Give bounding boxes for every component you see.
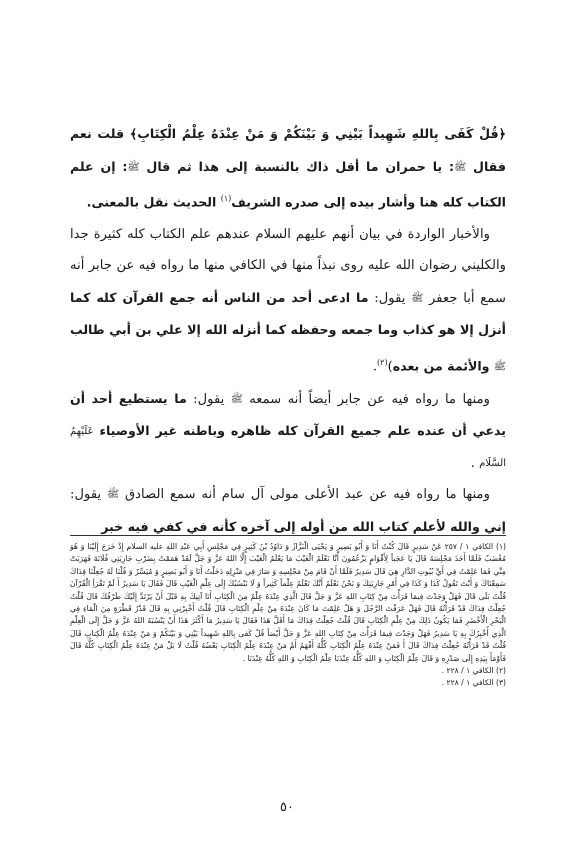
quote: ما يستطيع أحد أن يدعي أن عنده علم جميع القرآن كله ظاهره وباطنه غير الأوصياء <box>70 390 506 439</box>
honorific: ﷺ <box>493 361 506 373</box>
text: والأخبار الواردة في بيان أنهم عليهم السلام عندهم علم الكتاب كله كثيرة جدا والكليني رضوان الله عليه روى نبذاً منها في الكافي منها ما رواه فيه عن جابر أنه سمع أبا جعفر <box>70 226 506 306</box>
paragraph-1 <box>70 118 506 219</box>
honorific: ﷺ <box>230 393 243 405</box>
text: ومنها ما رواه فيه عن عبد الأعلى مولى آل سام أنه سمع الصادق <box>119 487 490 503</box>
page-number: ٥٠ <box>280 800 294 815</box>
honorific: عَلَيْهِمُ السَّلَام <box>70 426 506 469</box>
honorific: ﷺ <box>411 292 424 304</box>
footnote-3: (٣) الكافي ١ / ٢٢٨ . <box>441 678 506 688</box>
footnote-separator <box>70 535 506 536</box>
text: . <box>470 455 480 471</box>
text: يقول: <box>368 290 412 306</box>
paragraph-2 <box>70 219 506 383</box>
text: يقول: <box>186 391 231 407</box>
main-text <box>70 118 506 543</box>
text: ) <box>387 359 393 375</box>
text: يقول: <box>70 487 108 503</box>
footnotes <box>70 541 506 690</box>
text: : إن علم الكتاب كله هنا وأشار بيده إلى صدره الشريف <box>70 158 506 210</box>
footnote-ref: (١) <box>220 194 232 203</box>
text: قلت نعم فقال <box>70 126 506 174</box>
paragraph-3 <box>70 383 506 480</box>
text: : يا حمران ما أقل ذاك بالنسبة إلى هذا ثم قال <box>139 158 455 174</box>
text: الحديث نقل بالمعنى. <box>86 194 221 210</box>
quote: ما ادعى أحد من الناس أنه جمع القرآن كله كما أنزل إلا هو كذاب وما جمعه وحفظه كما أنزله الله إلا علي بن أبي طالب <box>70 289 506 338</box>
honorific: ﷺ <box>454 161 467 173</box>
quote: إني والله لأعلم كتاب الله من أوله إلى آخره كأنه في كفي فيه خبر <box>101 518 506 534</box>
honorific: ﷺ <box>127 161 140 173</box>
footnote-1: (١) الكافي ١ / ٢٥٧ عَنْ سَدِيرٍ قَالَ كُنْتُ أَنَا وَ أَبُو بَصِيرٍ وَ يَحْيَى الْبَزَّازُ وَ دَاوُدُ بْنُ كَثِيرٍ فِي مَجْلِسِ أَبِي عَبْدِ اللهِ عليه السلام إِذْ خَرَجَ إِلَيْنَا وَ هُوَ مُغْضَبٌ فَلَمَّا أَخَذَ مَجْلِسَهُ قَالَ يَا عَجَباً لِأَقْوَامٍ يَزْعُمُونَ أَنَّا نَعْلَمُ الْغَيْبَ مَا يَعْلَمُ الْغَيْبَ إِلَّا اللهُ عَزَّ وَ جَلَّ لَقَدْ هَمَمْتُ بِضَرْبِ جَارِيَتِي فُلَانَةَ فَهَرَبَتْ مِنِّي فَمَا عَلِمْتُ فِي أَيِّ بُيُوتِ الدَّارِ هِيَ قَالَ سَدِيرٌ فَلَمَّا أَنْ قَامَ مِنْ مَجْلِسِهِ وَ صَارَ فِي مَنْزِلِهِ دَخَلْتُ أَنَا وَ أَبُو بَصِيرٍ وَ مُيَسِّرٌ وَ قُلْنَا لَهُ جُعِلْنَا فِدَاكَ سَمِعْنَاكَ وَ أَنْتَ تَقُولُ كَذَا وَ كَذَا فِي أَمْرِ جَارِيَتِكَ وَ نَحْنُ نَعْلَمُ أَنَّكَ تَعْلَمُ عِلْماً كَثِيراً وَ لَا نَنْسُبُكَ إِلَى عِلْمِ الْغَيْبِ قَالَ فَقَالَ يَا سَدِيرُ أَ لَمْ تَقْرَأِ الْقُرْآنَ قُلْتُ بَلَى قَالَ فَهَلْ وَجَدْتَ فِيمَا قَرَأْتَ مِنْ كِتَابِ اللهِ عَزَّ وَ جَلَّ قَالَ الَّذِي عِنْدَهُ عِلْمٌ مِنَ الْكِتَابِ أَنَا آتِيكَ بِهِ قَبْلَ أَنْ يَرْتَدَّ إِلَيْكَ طَرْفُكَ قَالَ قُلْتُ جُعِلْتُ فِدَاكَ قَدْ قَرَأْتُهُ قَالَ فَهَلْ عَرَفْتَ الرَّجُلَ وَ هَلْ عَلِمْتَ مَا كَانَ عِنْدَهُ مِنْ عِلْمِ الْكِتَابِ قَالَ قُلْتُ أَخْبِرْنِي بِهِ قَالَ قَدْرُ قَطْرَةٍ مِنَ الْمَاءِ فِي الْبَحْرِ الْأَخْضَرِ فَمَا يَكُونُ ذَلِكَ مِنْ عِلْمِ الْكِتَابِ قَالَ قُلْتُ جُعِلْتُ فِدَاكَ مَا أَقَلَّ هَذَا فَقَالَ يَا سَدِيرُ مَا أَكْثَرَ هَذَا أَنْ يَنْسُبَهُ اللهُ عَزَّ وَ جَلَّ إِلَى الْعِلْمِ الَّذِي أُخْبِرُكَ بِهِ يَا سَدِيرُ فَهَلْ وَجَدْتَ فِيمَا قَرَأْتَ مِنْ كِتَابِ اللهِ عَزَّ وَ جَلَّ أَيْضاً قُلْ كَفى بِاللهِ شَهِيداً بَيْنِي وَ بَيْنَكُمْ وَ مَنْ عِنْدَهُ عِلْمُ الْكِتابِ قَالَ قُلْتُ قَدْ قَرَأْتُهُ جُعِلْتُ فِدَاكَ قَالَ أَ فَمَنْ عِنْدَهُ عِلْمُ الْكِتَابِ كُلُّهُ أَفْهَمُ أَمْ مَنْ عِنْدَهُ عِلْمُ الْكِتَابِ بَعْضُهُ قُلْتُ لَا بَلْ مَنْ عِنْدَهُ عِلْمُ الْكِتَابِ كُلُّهُ قَالَ فَأَوْمَأَ بِيَدِهِ إِلَى صَدْرِهِ وَ قَالَ عِلْمُ الْكِتَابِ وَ اللهِ كُلُّهُ عِنْدَنَا عِلْمُ الْكِتَابِ وَ اللهِ كُلُّهُ عِنْدَنَا . <box>70 542 506 663</box>
honorific: ﷺ <box>107 489 120 501</box>
paragraph-4 <box>70 479 506 543</box>
text: ومنها ما رواه فيه عن جابر أيضاً أنه سمعه <box>242 391 491 407</box>
text: . <box>372 359 378 375</box>
footnote-ref: (٢) <box>377 357 388 367</box>
quran-verse: ﴿قُلْ كَفَى بِاللهِ شَهِيداً بَيْنِي وَ بَيْنَكُمْ وَ مَنْ عِنْدَهُ عِلْمُ الْكِتَابِ﴾ <box>129 126 507 141</box>
quote: والأئمة من بعده <box>392 358 494 374</box>
footnote-2: (٢) الكافي ١ / ٢٢٨ . <box>441 666 506 676</box>
